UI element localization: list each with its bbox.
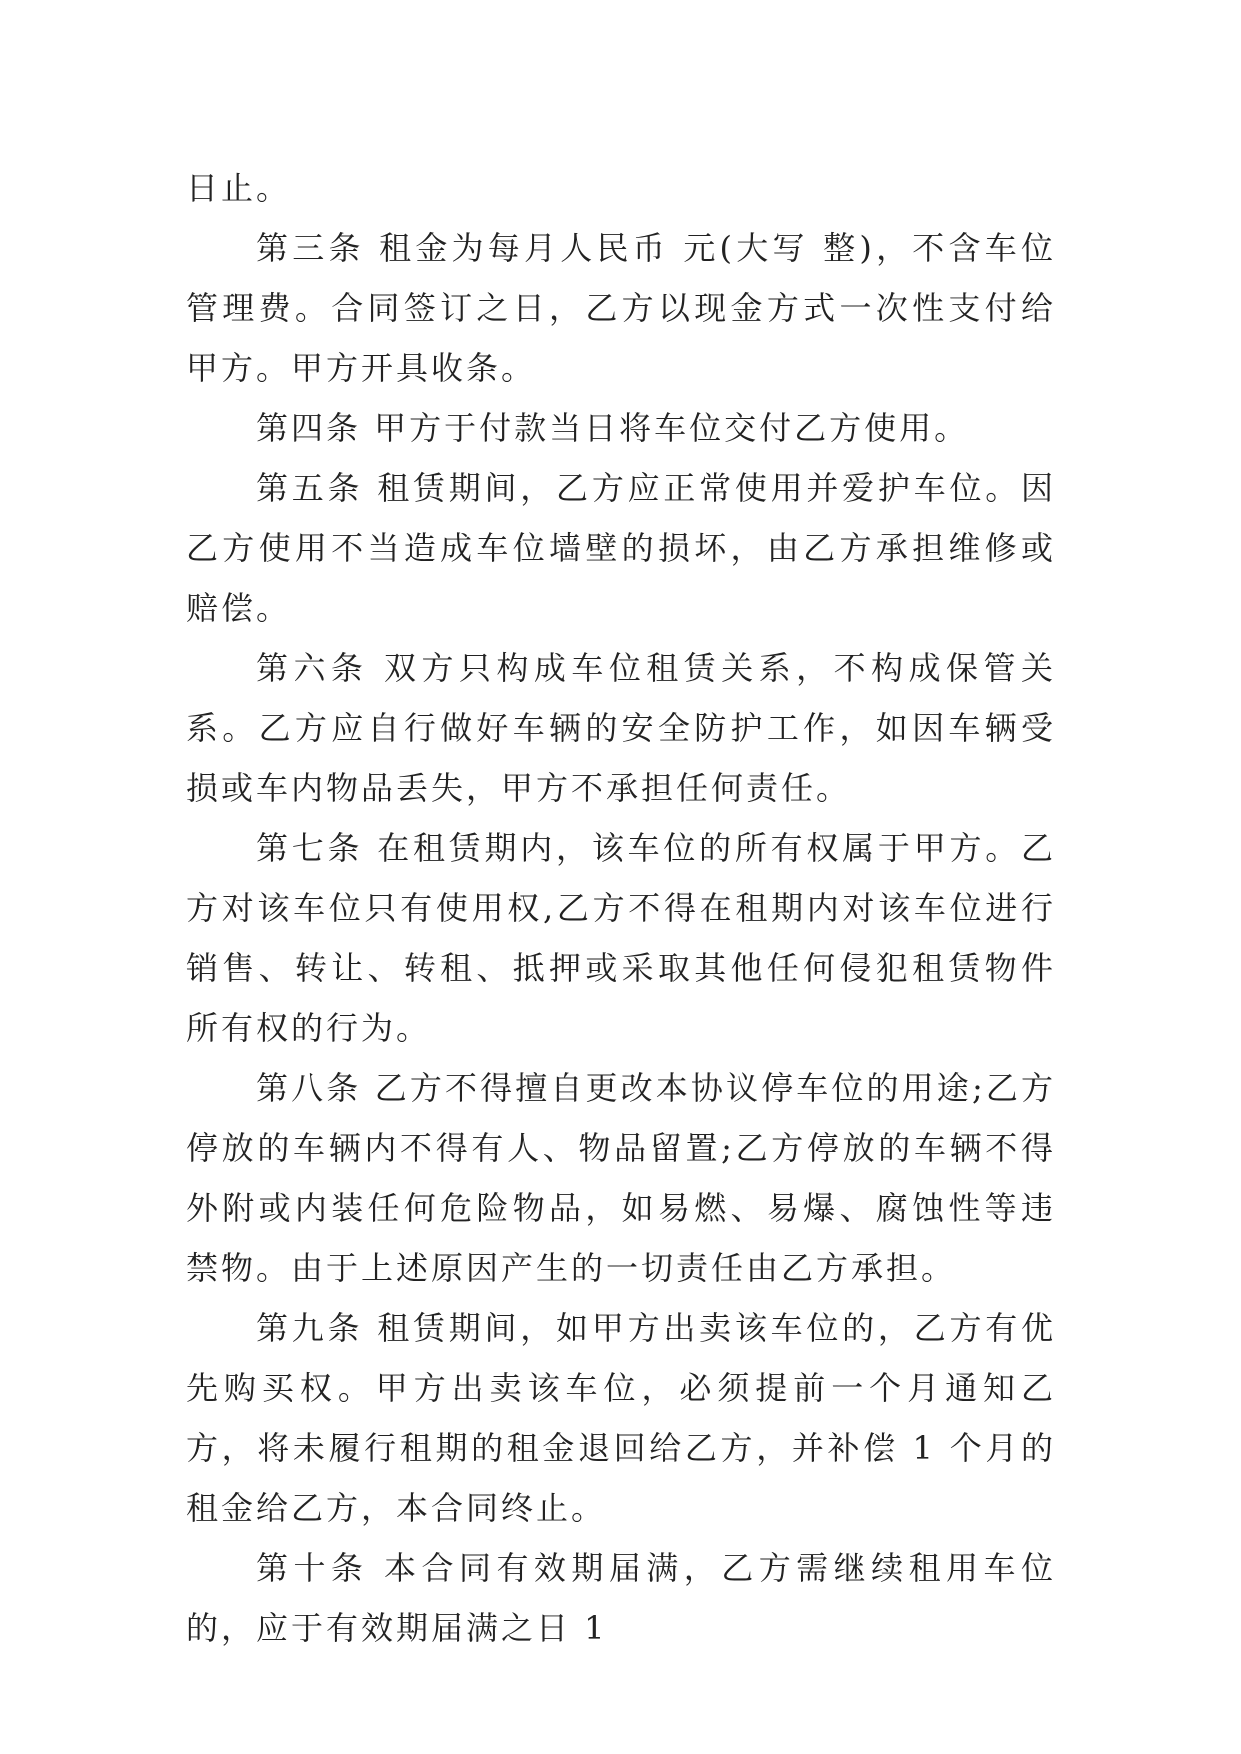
paragraph-article-6: 第六条 双方只构成车位租赁关系，不构成保管关系。乙方应自行做好车辆的安全防护工作，如因车辆受损或车内物品丢失，甲方不承担任何责任。 xyxy=(186,649,1056,807)
paragraph-article-7: 第七条 在租赁期内，该车位的所有权属于甲方。乙方对该车位只有使用权,乙方不得在租期内对该车位进行销售、转让、转租、抵押或采取其他任何侵犯租赁物件所有权的行为。 xyxy=(186,829,1056,1047)
paragraph-article-4: 第四条 甲方于付款当日将车位交付乙方使用。 xyxy=(256,409,970,447)
paragraph-article-3: 第三条 租金为每月人民币 元(大写 整)，不含车位管理费。合同签订之日，乙方以现金方式一次性支付给甲方。甲方开具收条。 xyxy=(186,229,1056,387)
paragraph-article-8: 第八条 乙方不得擅自更改本协议停车位的用途;乙方停放的车辆内不得有人、物品留置;乙方停放的车辆不得外附或内装任何危险物品，如易燃、易爆、腐蚀性等违禁物。由于上述原因产生的一切责任由乙方承担。 xyxy=(186,1069,1056,1287)
paragraph-article-9: 第九条 租赁期间，如甲方出卖该车位的，乙方有优先购买权。甲方出卖该车位，必须提前一个月通知乙方，将未履行租期的租金退回给乙方，并补偿 1 个月的租金给乙方，本合同终止。 xyxy=(186,1309,1056,1527)
paragraph-article-5: 第五条 租赁期间，乙方应正常使用并爱护车位。因乙方使用不当造成车位墙壁的损坏，由乙方承担维修或赔偿。 xyxy=(186,469,1056,627)
document-body xyxy=(186,158,1056,1658)
paragraph-continuation: 日止。 xyxy=(186,169,292,207)
paragraph-article-10: 第十条 本合同有效期届满，乙方需继续租用车位的，应于有效期届满之日 1 xyxy=(186,1549,1056,1647)
